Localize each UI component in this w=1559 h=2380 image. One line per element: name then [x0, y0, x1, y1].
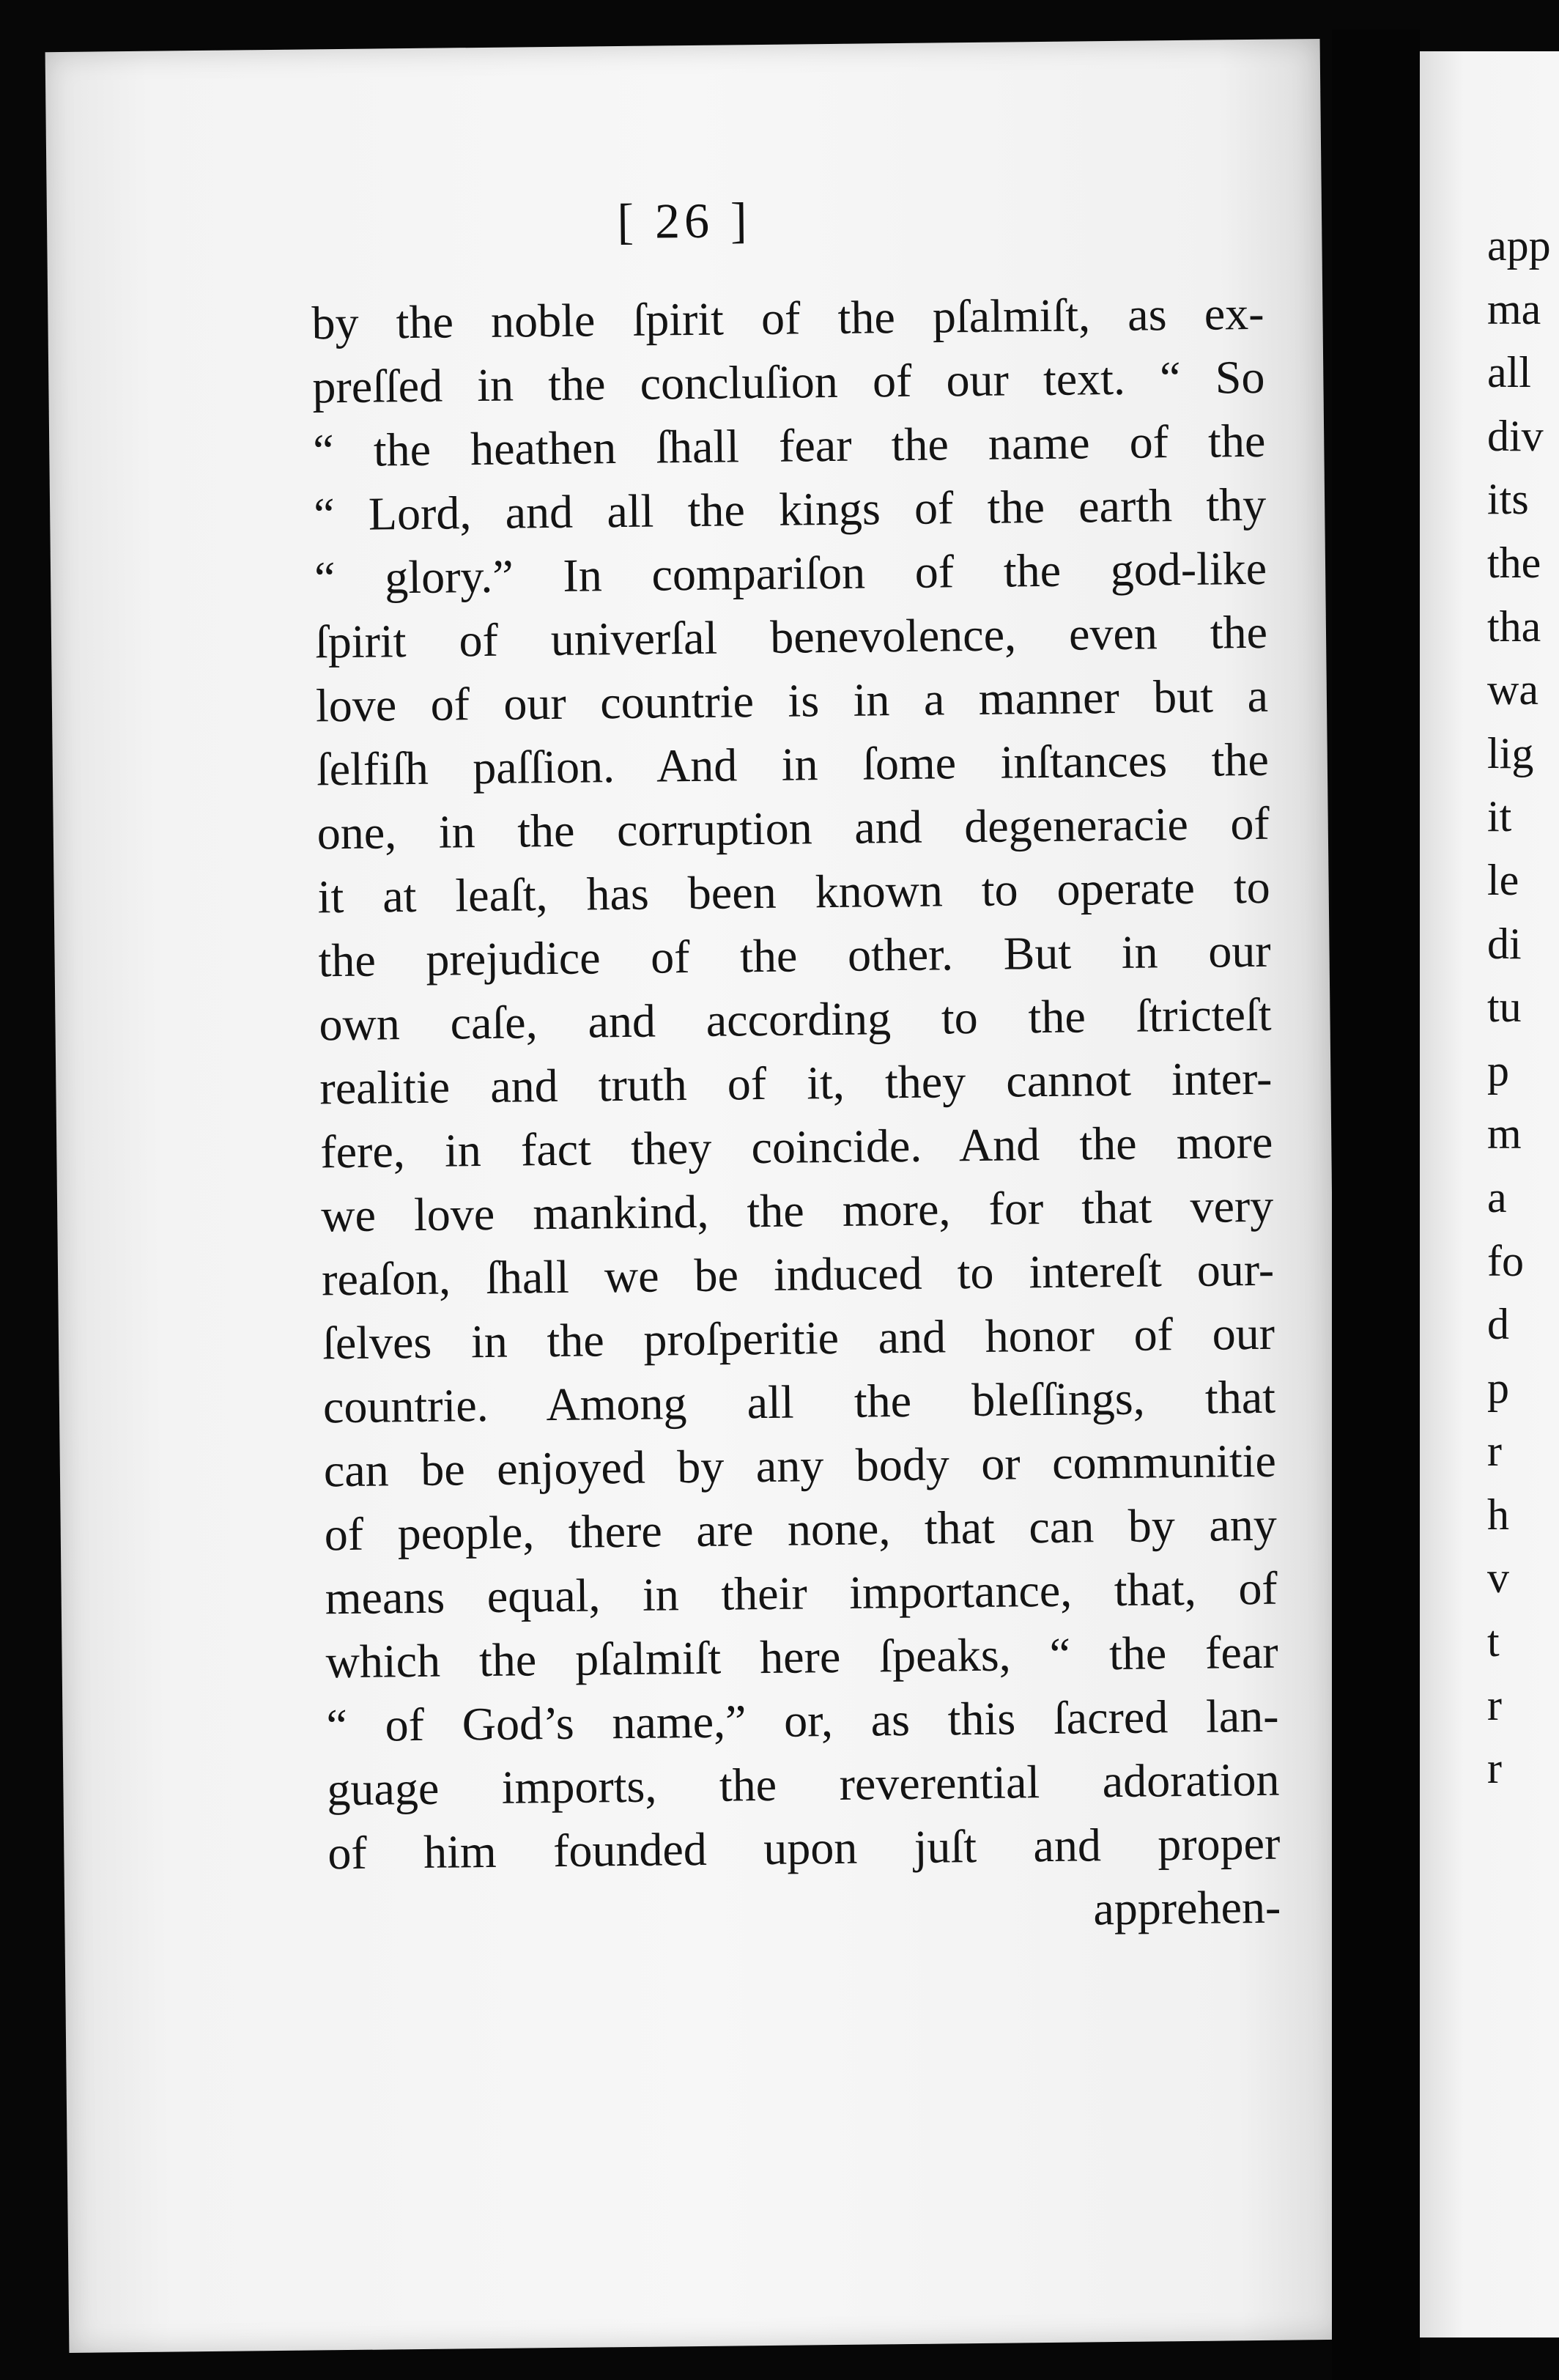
text-line: love of our countrie is in a manner but a: [315, 669, 1269, 732]
right-text-fragment: le: [1487, 855, 1519, 904]
text-line: means equal, in their importance, that, of: [325, 1562, 1278, 1625]
right-text-fragment: a: [1487, 1172, 1507, 1222]
right-text-fragment: m: [1487, 1109, 1522, 1158]
right-text-fragment: all: [1487, 348, 1531, 397]
right-text-fragment: app: [1487, 221, 1551, 270]
text-line: it at leaſt, has been known to operate to: [317, 860, 1270, 923]
right-text-fragment: the: [1487, 538, 1541, 587]
right-text-fragment: lig: [1487, 728, 1534, 777]
text-line: fere, in fact they coincide. And the more: [319, 1115, 1273, 1178]
right-text-fragment: div: [1487, 411, 1544, 460]
text-line: “ glory.” In compariſon of the god-like: [314, 542, 1267, 605]
text-line: of him founded upon juſt and proper: [327, 1817, 1281, 1880]
text-line: we love mankind, the more, for that very: [320, 1179, 1274, 1242]
right-text-fragment: p: [1487, 1046, 1509, 1095]
text-line: “ the heathen ſhall fear the name of the: [312, 414, 1266, 477]
text-line: “ of God’s name,” or, as this ſacred lan-: [326, 1689, 1279, 1752]
catchword: apprehen-: [1093, 1880, 1281, 1935]
text-line: preſſed in the concluſion of our text. “ So: [312, 350, 1265, 413]
text-line: the prejudice of the other. But in our: [318, 924, 1271, 987]
text-line: which the pſalmiſt here ſpeaks, “ the fear: [325, 1625, 1278, 1688]
right-text-fragment: wa: [1487, 665, 1538, 714]
text-line: by the noble ſpirit of the pſalmiſt, as ex-: [311, 287, 1264, 350]
text-line: countrie. Among all the bleſſings, that: [322, 1370, 1276, 1433]
text-line: “ Lord, and all the kings of the earth thy: [313, 478, 1267, 541]
right-text-fragment: di: [1487, 919, 1522, 968]
text-line: ſelfiſh paſſion. And in ſome inſtances the: [316, 733, 1270, 796]
text-line: ſelves in the proſperitie and honor of our: [322, 1307, 1275, 1370]
text-line: one, in the corruption and degeneracie of: [316, 797, 1270, 860]
text-line: guage imports, the reverential adoration: [327, 1753, 1280, 1816]
right-text-fragment: p: [1487, 1363, 1509, 1412]
text-line: of people, there are none, that can by any: [324, 1498, 1278, 1561]
left-page: [45, 39, 1344, 2353]
right-text-fragment: r: [1487, 1427, 1502, 1476]
text-line: ſpirit of univerſal benevolence, even the: [314, 605, 1268, 668]
right-page-text: [1487, 214, 1559, 1800]
right-text-fragment: ma: [1487, 284, 1541, 333]
text-line: can be enjoyed by any body or communitie: [323, 1434, 1277, 1497]
page-number: [ 26 ]: [617, 192, 752, 250]
right-text-fragment: tu: [1487, 983, 1522, 1032]
right-text-fragment: v: [1487, 1553, 1509, 1603]
right-text-fragment: fo: [1487, 1236, 1524, 1285]
text-line: realitie and truth of it, they cannot inter-: [319, 1052, 1273, 1115]
right-text-fragment: r: [1487, 1680, 1502, 1729]
right-text-fragment: it: [1487, 792, 1512, 841]
book-gutter: [1332, 29, 1420, 2380]
body-text: [311, 281, 1281, 1948]
right-text-fragment: t: [1487, 1617, 1500, 1666]
right-text-fragment: its: [1487, 475, 1529, 524]
right-text-fragment: h: [1487, 1490, 1509, 1539]
text-line: own caſe, and according to the ſtricteſt: [319, 988, 1272, 1051]
text-line: reaſon, ſhall we be induced to intereſt our-: [321, 1243, 1275, 1306]
right-text-fragment: tha: [1487, 602, 1541, 651]
right-text-fragment: d: [1487, 1300, 1509, 1349]
right-text-fragment: r: [1487, 1744, 1502, 1793]
